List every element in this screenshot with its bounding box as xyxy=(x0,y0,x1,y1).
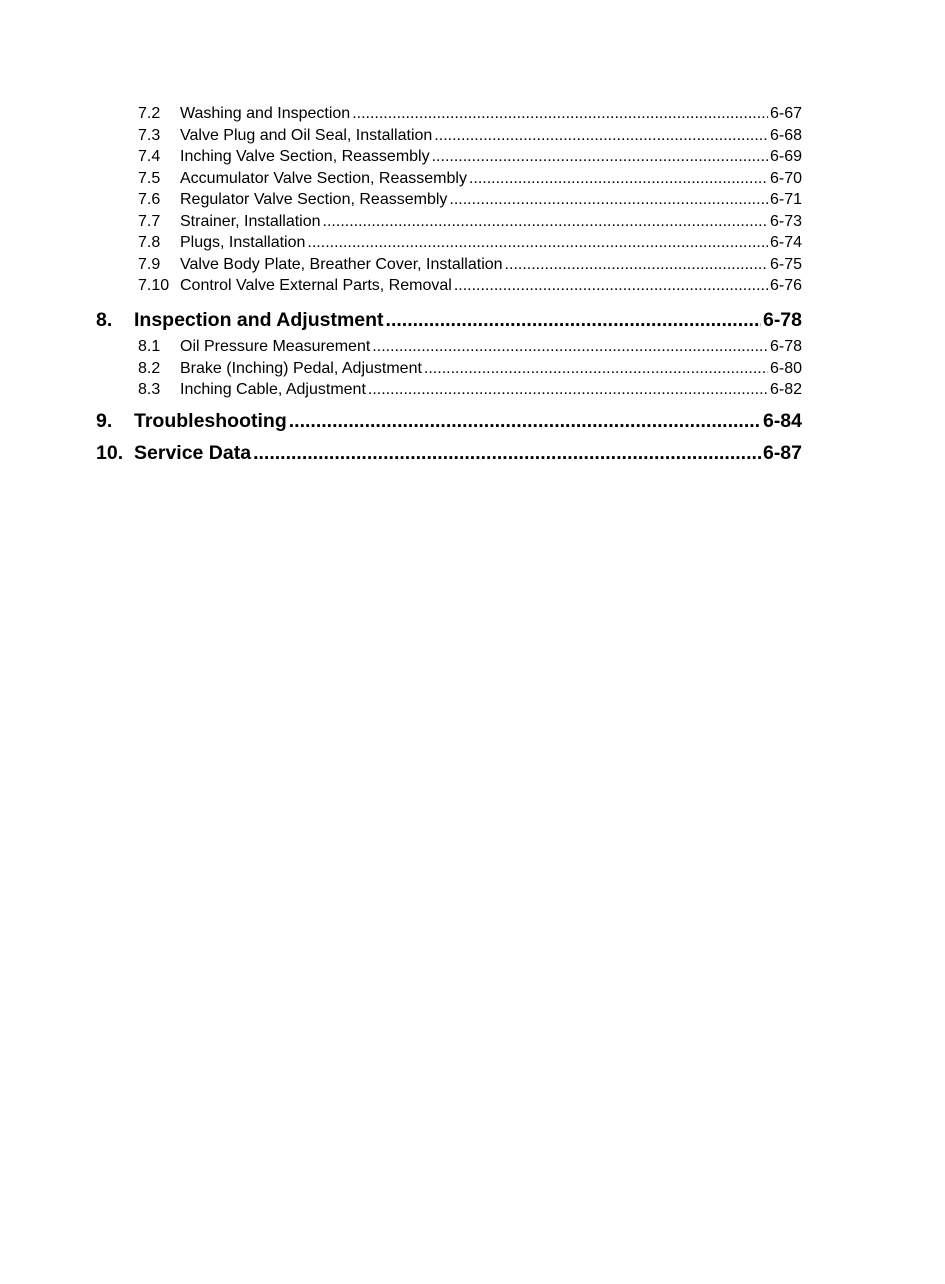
table-of-contents xyxy=(96,103,802,470)
toc-entry-page: 6-78 xyxy=(769,338,802,355)
toc-section-title: Service Data xyxy=(134,442,252,464)
toc-entry-number: 7.8 xyxy=(138,234,161,251)
toc-entry-number: 7.4 xyxy=(138,148,161,165)
toc-entry-7-9 xyxy=(96,254,802,276)
toc-section-number: 9. xyxy=(96,409,113,432)
toc-section-8 xyxy=(96,304,802,337)
toc-entry-8-2 xyxy=(96,358,802,380)
toc-entry-7-4 xyxy=(96,146,802,168)
toc-section-number: 10. xyxy=(96,442,124,464)
dot-leader xyxy=(352,103,768,125)
toc-entry-number: 7.2 xyxy=(138,105,161,122)
toc-entry-title: Oil Pressure Measurement xyxy=(180,338,371,355)
toc-entry-number: 7.3 xyxy=(138,126,161,144)
toc-section-title: Inspection and Adjustment xyxy=(134,308,384,331)
toc-section-page: 6-87 xyxy=(762,442,802,464)
dot-leader xyxy=(253,437,761,470)
toc-entry-number: 7.6 xyxy=(138,191,161,208)
toc-entry-page: 6-75 xyxy=(769,255,802,273)
toc-entry-7-2 xyxy=(96,103,802,125)
toc-entry-7-5 xyxy=(96,168,802,190)
toc-entry-number: 8.1 xyxy=(138,338,161,355)
toc-entry-number: 7.7 xyxy=(138,212,161,230)
toc-section-9 xyxy=(96,405,802,438)
toc-entry-number: 7.5 xyxy=(138,169,161,187)
toc-entry-7-8 xyxy=(96,232,802,254)
toc-entry-page: 6-71 xyxy=(769,191,802,208)
dot-leader xyxy=(454,275,768,297)
toc-section-number: 8. xyxy=(96,308,113,331)
toc-entry-number: 8.2 xyxy=(138,359,161,377)
dot-leader xyxy=(432,146,768,168)
dot-leader xyxy=(424,358,768,380)
dot-leader xyxy=(434,125,768,147)
dot-leader xyxy=(449,189,768,211)
toc-entry-7-10 xyxy=(96,275,802,297)
toc-entry-page: 6-80 xyxy=(769,359,802,377)
toc-entry-title: Accumulator Valve Section, Reassembly xyxy=(180,169,467,187)
toc-entry-page: 6-73 xyxy=(769,212,802,230)
toc-entry-title: Control Valve External Parts, Removal xyxy=(180,277,452,294)
toc-entry-7-3 xyxy=(96,125,802,147)
toc-section-10 xyxy=(96,437,802,470)
toc-entry-title: Inching Cable, Adjustment xyxy=(180,381,366,398)
toc-entry-title: Washing and Inspection xyxy=(180,105,351,122)
toc-entry-page: 6-69 xyxy=(769,148,802,165)
toc-entry-page: 6-74 xyxy=(769,234,802,251)
toc-entry-title: Strainer, Installation xyxy=(180,212,321,230)
dot-leader xyxy=(368,379,768,401)
toc-section-page: 6-84 xyxy=(762,409,802,432)
dot-leader xyxy=(469,168,768,190)
toc-entry-number: 7.9 xyxy=(138,255,161,273)
toc-entry-page: 6-82 xyxy=(769,381,802,398)
dot-leader xyxy=(505,254,768,276)
dot-leader xyxy=(323,211,768,233)
toc-entry-title: Valve Body Plate, Breather Cover, Installation xyxy=(180,255,503,273)
toc-entry-number: 8.3 xyxy=(138,381,161,398)
dot-leader xyxy=(307,232,768,254)
toc-entry-title: Inching Valve Section, Reassembly xyxy=(180,148,430,165)
toc-entry-page: 6-70 xyxy=(769,169,802,187)
toc-entry-page: 6-76 xyxy=(769,277,802,294)
toc-entry-7-6 xyxy=(96,189,802,211)
dot-leader xyxy=(372,336,768,358)
dot-leader xyxy=(386,304,761,337)
toc-entry-number: 7.10 xyxy=(138,277,170,294)
toc-entry-title: Regulator Valve Section, Reassembly xyxy=(180,191,448,208)
toc-entry-8-1 xyxy=(96,336,802,358)
toc-entry-page: 6-68 xyxy=(769,126,802,144)
toc-section-page: 6-78 xyxy=(762,308,802,331)
toc-entry-title: Brake (Inching) Pedal, Adjustment xyxy=(180,359,422,377)
toc-section-title: Troubleshooting xyxy=(134,409,287,432)
toc-entry-8-3 xyxy=(96,379,802,401)
toc-entry-7-7 xyxy=(96,211,802,233)
dot-leader xyxy=(289,405,761,438)
toc-entry-title: Valve Plug and Oil Seal, Installation xyxy=(180,126,433,144)
toc-entry-page: 6-67 xyxy=(769,105,802,122)
toc-entry-title: Plugs, Installation xyxy=(180,234,306,251)
